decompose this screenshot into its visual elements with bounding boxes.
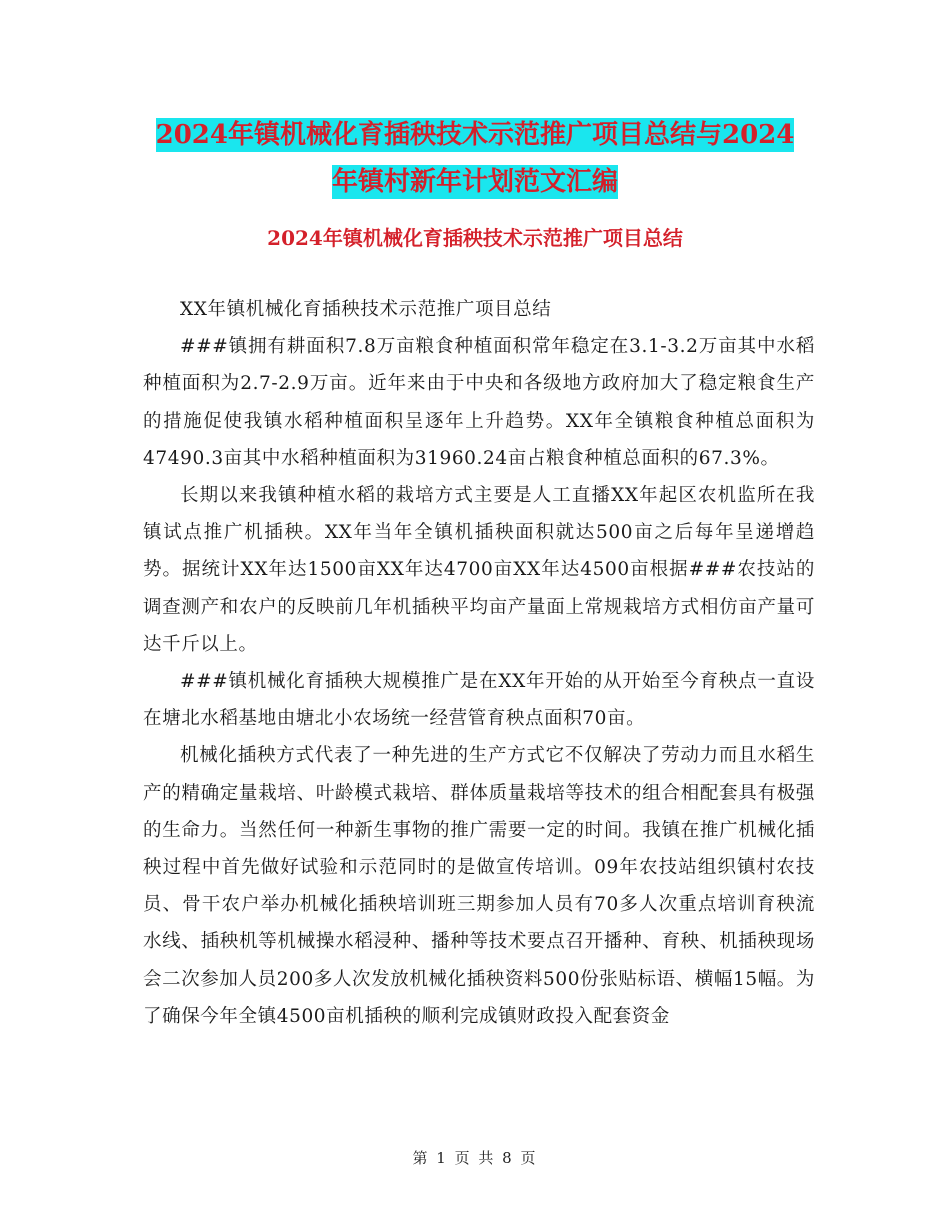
main-title-line2: 年镇村新年计划范文汇编 [331, 167, 618, 197]
body-text [143, 291, 815, 1035]
paragraph: ###镇机械化育插秧大规模推广是在XX年开始的从开始至今育秧点一直设在塘北水稻基地由塘北小农场统一经营管育秧点面积70亩。 [143, 671, 815, 730]
main-title [0, 112, 950, 206]
section-title: 2024年镇机械化育插秧技术示范推广项目总结 [267, 226, 683, 250]
paragraph: 机械化插秧方式代表了一种先进的生产方式它不仅解决了劳动力而且水稻生产的精确定量栽培、叶龄模式栽培、群体质量栽培等技术的组合相配套具有极强的生命力。当然任何一种新生事物的推广需要一定的时间。我镇在推广机械化插秧过程中首先做好试验和示范同时的是做宣传培训。09年农技站组织镇村农技员、骨干农户举办机械化插秧培训班三期参加人员有70多人次重点培训育秧流水线、插秧机等机械操水稻浸种、播种等技术要点召开播种、育秧、机插秧现场会二次参加人员200多人次发放机械化插秧资料500份张贴标语、横幅15幅。为了确保今年全镇4500亩机插秧的顺利完成镇财政投入配套资金 [143, 745, 815, 1027]
paragraph: 长期以来我镇种植水稻的栽培方式主要是人工直播XX年起区农机监所在我镇试点推广机插秧。XX年当年全镇机插秧面积就达500亩之后每年呈递增趋势。据统计XX年达1500亩XX年达4700亩XX年达4500亩根据###农技站的调查测产和农户的反映前几年机插秧平均亩产量面上常规栽培方式相仿亩产量可达千斤以上。 [143, 485, 815, 655]
paragraph: XX年镇机械化育插秧技术示范推广项目总结 [180, 299, 552, 320]
main-title-line1: 2024年镇机械化育插秧技术示范推广项目总结与2024 [155, 120, 795, 150]
paragraph: ###镇拥有耕面积7.8万亩粮食种植面积常年稳定在3.1-3.2万亩其中水稻种植面积为2.7-2.9万亩。近年来由于中央和各级地方政府加大了稳定粮食生产的措施促使我镇水稻种植面积呈逐年上升趋势。XX年全镇粮食种植总面积为47490.3亩其中水稻种植面积为31960.24亩占粮食种植总面积的67.3%。 [143, 336, 815, 469]
page-footer: 第 1 页 共 8 页 [412, 1149, 538, 1167]
